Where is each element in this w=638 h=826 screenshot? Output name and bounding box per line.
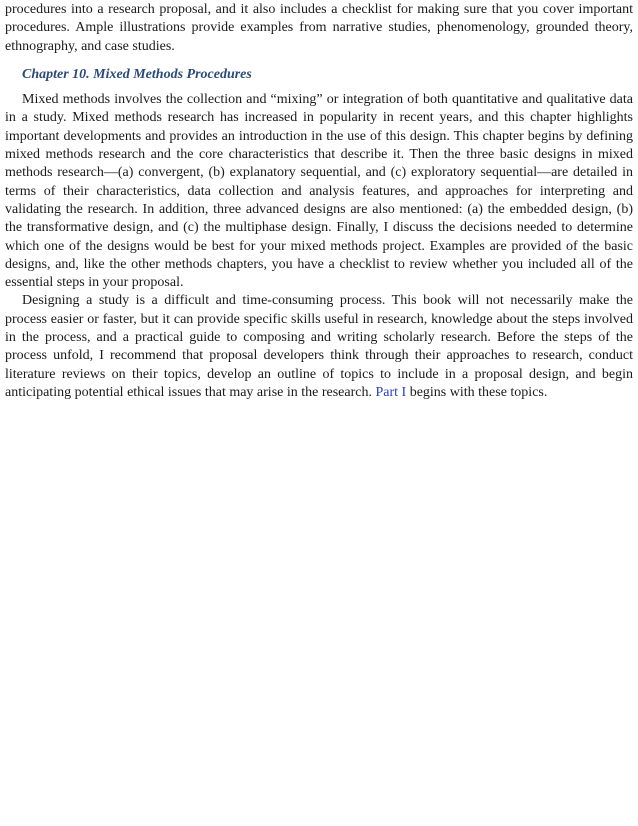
document-page bbox=[5, 0, 633, 402]
part-i-link[interactable]: Part I bbox=[375, 384, 407, 400]
chapter-paragraph: Mixed methods involves the collection and “mixing” or integration of both quantitative and qualitative data in a study. Mixed methods research has increased in popularity in recent years, and this chapter highlights important developments and provides an introduction in the use of this design. This chapter begins by defining mixed methods research and the core characteristics that describe it. Then the three basic designs in mixed methods research—(a) convergent, (b) explanatory sequential, and (c) exploratory sequential—are detailed in terms of their characteristics, data collection and analysis features, and approaches for interpreting and validating the research. In addition, three advanced designs are also mentioned: (a) the embedded design, (b) the transformative design, and (c) the multiphase design. Finally, I discuss the decisions needed to determine which one of the designs would be best for your mixed methods project. Examples are provided of the basic designs, and, like the other methods chapters, you have a checklist to review whether you included all of the essential steps in your proposal. bbox=[5, 92, 633, 291]
intro-paragraph: procedures into a research proposal, and it also includes a checklist for making sure that you cover important procedures. Ample illustrations provide examples from narrative studies, phenomenology, grounded theory, ethnography, and case studies. bbox=[5, 2, 633, 54]
closing-paragraph-tail: begins with these topics. bbox=[409, 384, 548, 400]
closing-paragraph bbox=[5, 292, 633, 402]
closing-paragraph-text: Designing a study is a difficult and time-consuming process. This book will not necessarily make the process easier or faster, but it can provide specific skills useful in research, knowledge about the steps involved in the process, and a practical guide to composing and writing scholarly research. Before the steps of the process unfold, I recommend that proposal developers think through their approaches to research, conduct literature reviews on their topics, develop an outline of topics to include in a proposal design, and begin anticipating potential ethical issues that may arise in the research. bbox=[5, 293, 633, 400]
chapter-heading: Chapter 10. Mixed Methods Procedures bbox=[22, 66, 252, 82]
